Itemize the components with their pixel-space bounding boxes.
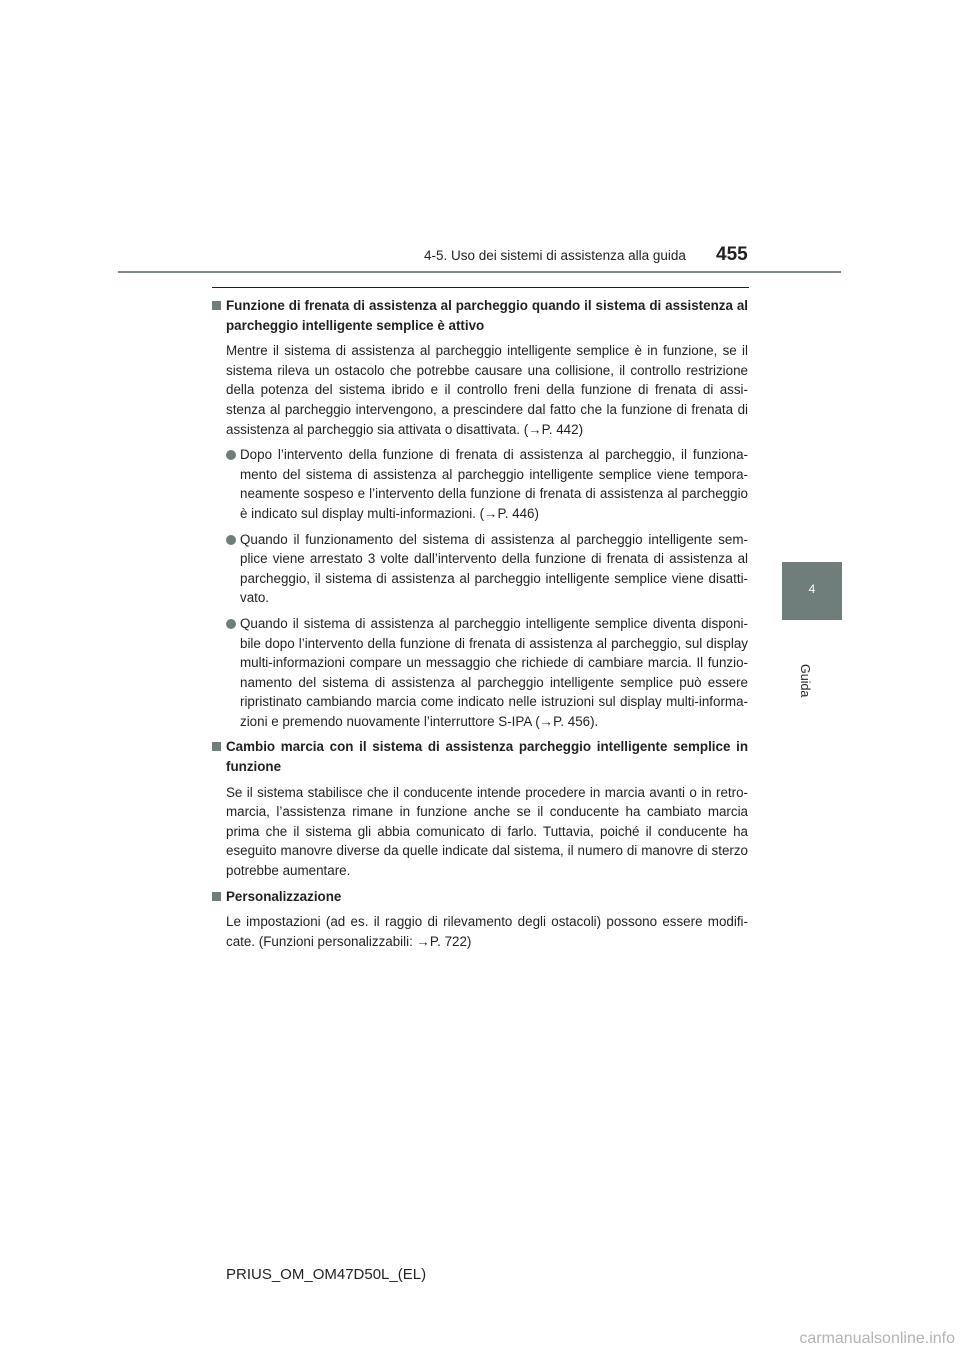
chapter-label: Guida — [798, 664, 812, 698]
section-paragraph: Se il sistema stabilisce che il conducente intende procedere in marcia avanti o in retro-marcia, l’assistenza rimane in funzione anche se il conducente ha cambiato marcia prima che il sistema gli abbia comunicato di farlo. Tuttavia, poiché il conducente ha eseguito manovre diverse da quelle indicate dal sistema, il numero di manovre di sterzo potrebbe aumentare. — [226, 784, 748, 879]
note-item — [212, 445, 748, 523]
section-paragraph: Mentre il sistema di assistenza al parcheggio intelligente semplice è in funzione, se il sistema rileva un ostacolo che potrebbe causare una collisione, il controllo restrizione della potenza del sistema ibrido e il controllo freni della funzione di frenata di assi-stenza al parcheggio intervengono, a prescindere dal fatto che la funzione di frenata di assistenza al parcheggio sia attivata o disattivata. (→P. 442) — [226, 343, 748, 437]
content-divider — [212, 287, 749, 288]
note-text: Dopo l’intervento della funzione di frenata di assistenza al parcheggio, il funziona-mento del sistema di assistenza al parcheggio intelligente semplice viene tempora-neamente sospeso e l’intervento della funzione di frenata di assistenza al parcheggio è indicato sul display multi-informazioni. (→P. 446) — [240, 447, 748, 521]
note-item — [212, 530, 748, 608]
section-title — [212, 296, 748, 335]
chapter-number: 4 — [808, 582, 816, 596]
square-bullet-icon — [212, 301, 221, 310]
header-section-title: 4-5. Uso dei sistemi di assistenza alla guida — [424, 248, 686, 263]
section-title-text: Cambio marcia con il sistema di assistenza parcheggio intelligente semplice in funzione — [226, 739, 748, 775]
circle-bullet-icon — [226, 535, 236, 545]
section-title — [212, 737, 748, 776]
watermark: carmanualsonline.info — [799, 1330, 955, 1347]
manual-code: PRIUS_OM_OM47D50L_(EL) — [226, 1266, 427, 1283]
header-divider — [118, 271, 841, 273]
circle-bullet-icon — [226, 450, 236, 460]
section-title-text: Personalizzazione — [226, 888, 342, 904]
square-bullet-icon — [212, 742, 221, 751]
section-paragraph: Le impostazioni (ad es. il raggio di rilevamento degli ostacoli) possono essere modifi-cate. (Funzioni personalizzabili: →P. 722) — [226, 914, 748, 949]
chapter-tab — [782, 562, 842, 620]
chapter-label-tab — [782, 620, 842, 752]
note-text: Quando il funzionamento del sistema di assistenza al parcheggio intelligente sem-plice viene arrestato 3 volte dall’intervento della funzione di frenata di assistenza al parcheggio, il sistema di assistenza al parcheggio intelligente semplice viene disatti-vato. — [240, 531, 748, 606]
square-bullet-icon — [212, 892, 221, 901]
section-title — [212, 887, 748, 907]
section-title-text: Funzione di frenata di assistenza al parcheggio quando il sistema di assistenza al parcheggio intelligente semplice è attivo — [226, 298, 748, 333]
note-item — [212, 614, 748, 732]
page-number: 455 — [716, 244, 748, 265]
circle-bullet-icon — [226, 619, 236, 629]
note-text: Quando il sistema di assistenza al parcheggio intelligente semplice diventa disponi-bile dopo l’intervento della funzione di frenata di assistenza al parcheggio, sul display multi-informazioni compare un messaggio che richiede di cambiare marcia. Il funzio-namento del sistema di assistenza al parcheggio intelligente semplice può essere ripristinato cambiando marcia come indicato nelle istruzioni sul display multi-informa-zioni e premendo nuovamente l’interruttore S-IPA (→P. 456). — [240, 615, 748, 729]
page-content — [212, 296, 748, 951]
